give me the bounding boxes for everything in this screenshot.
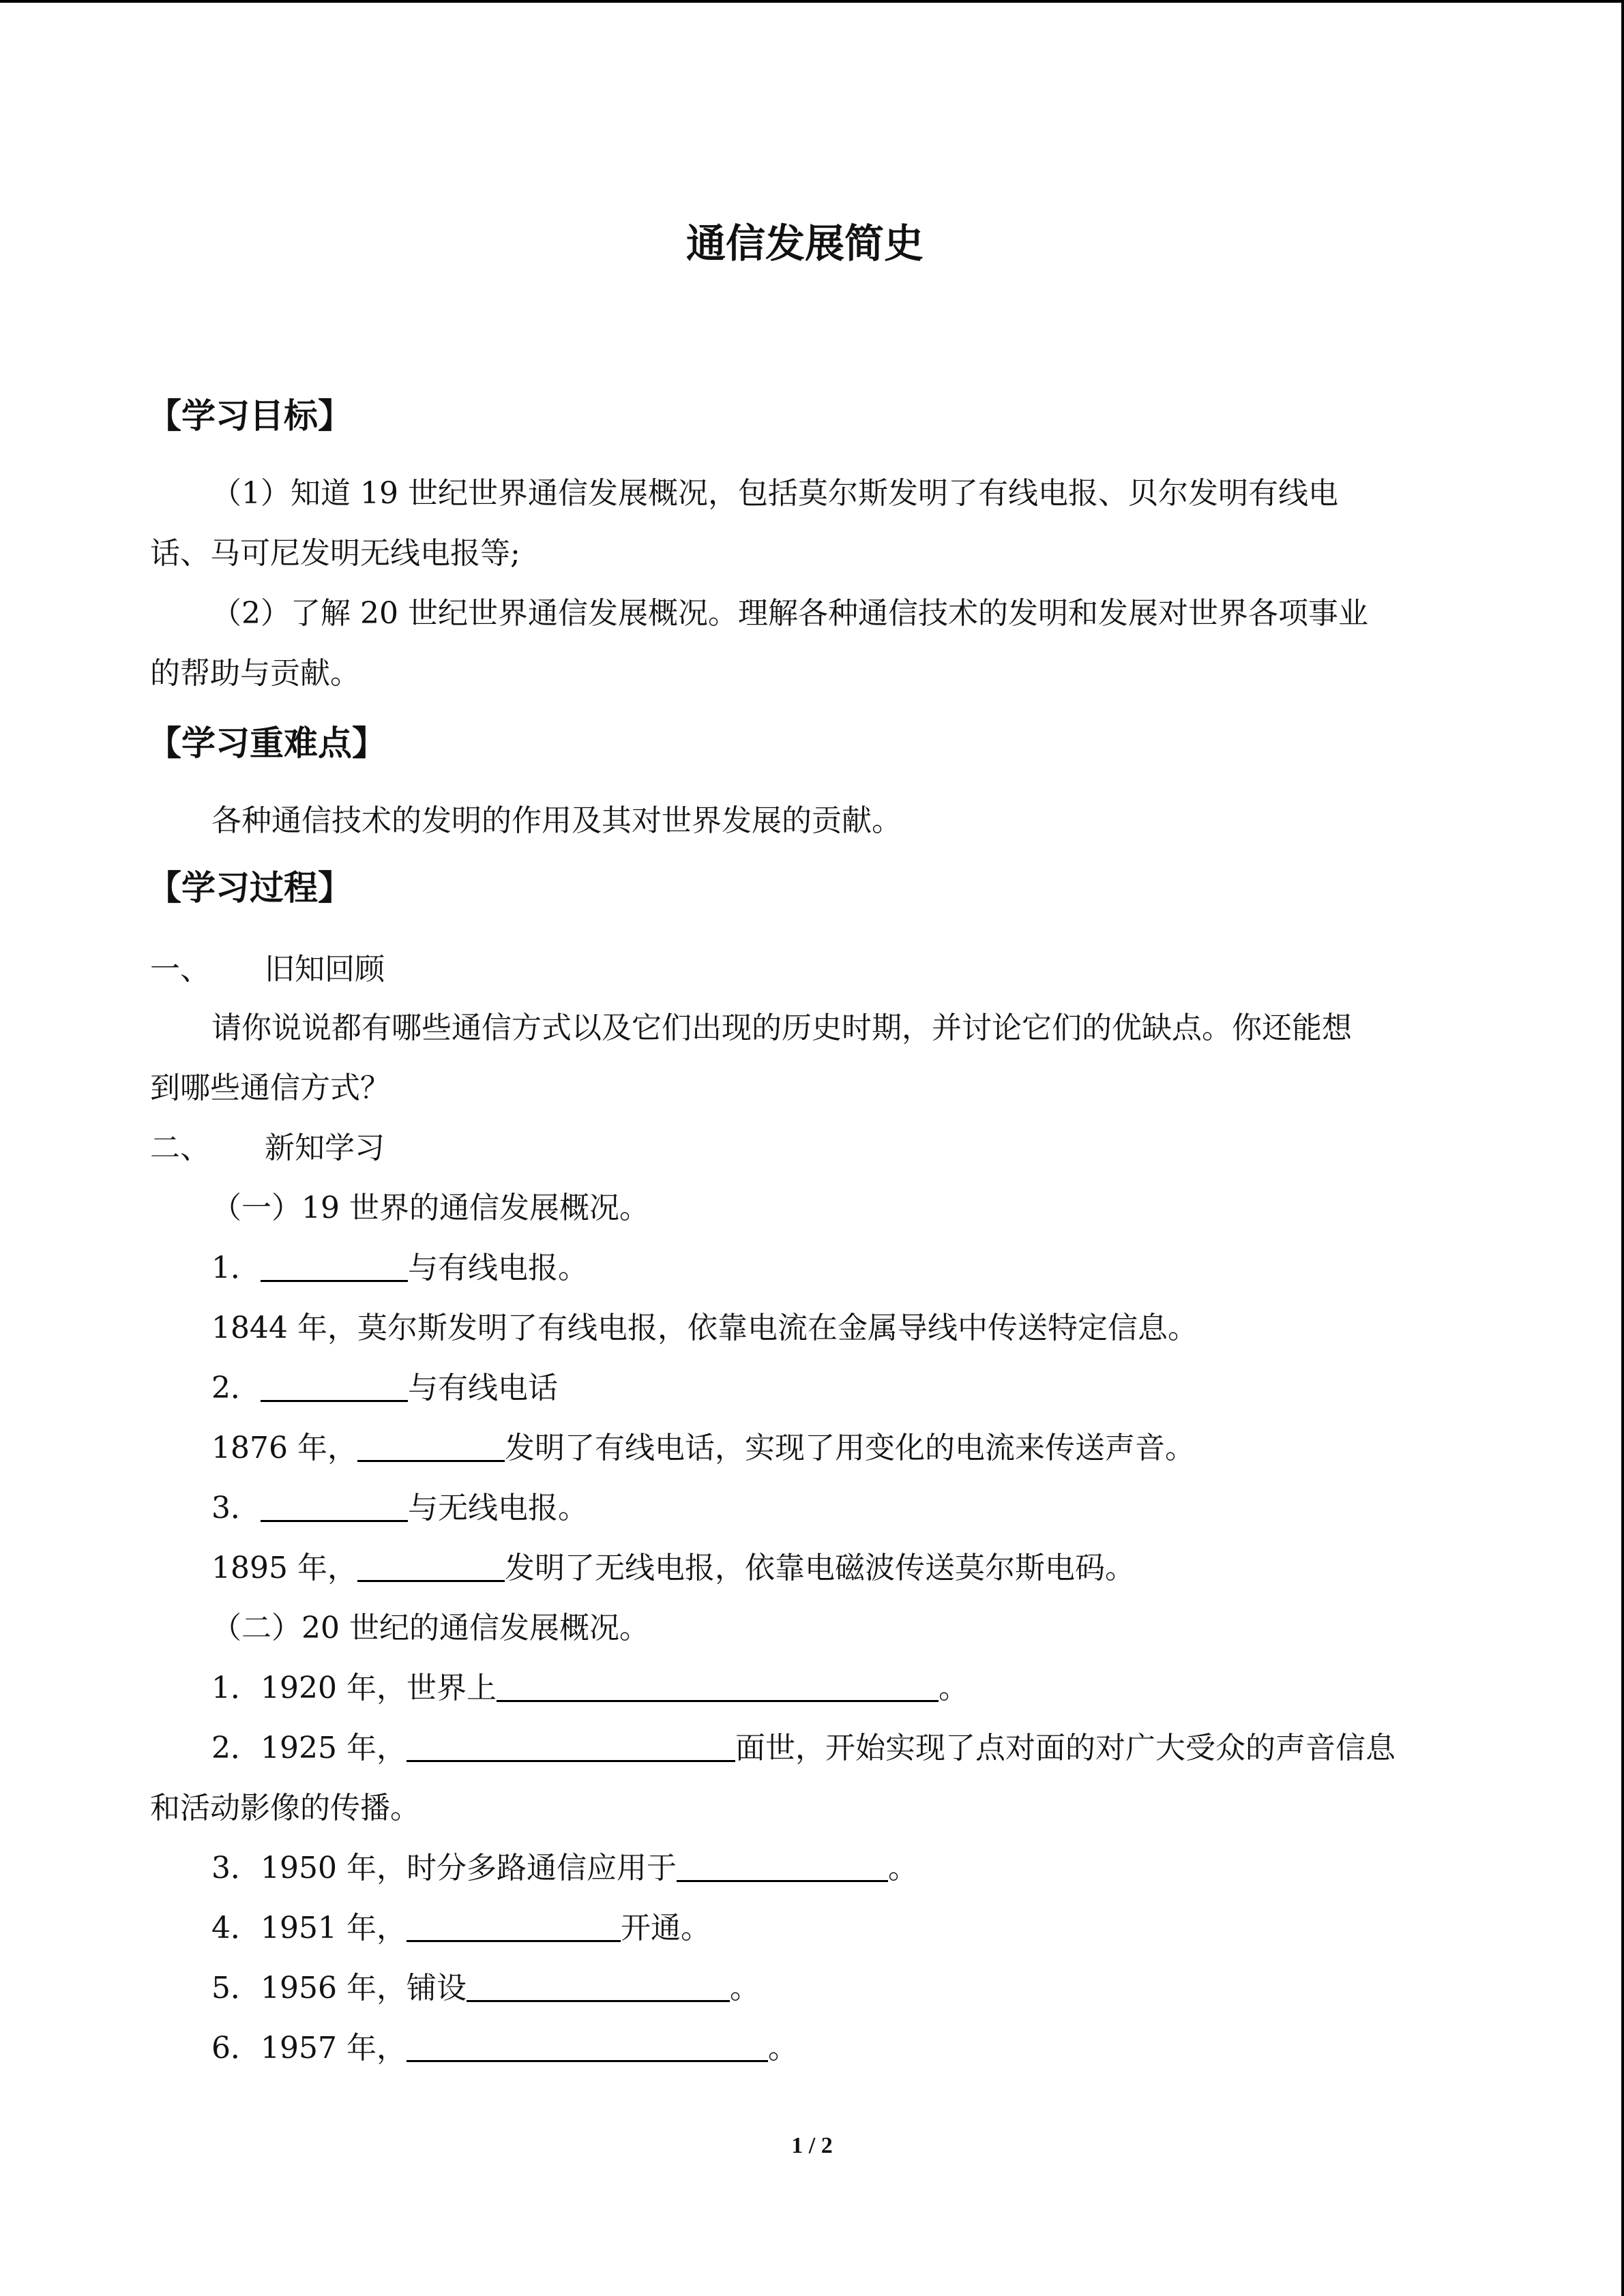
page-top-border xyxy=(0,0,1624,3)
entry-1957 xyxy=(211,2018,798,2078)
entry-1920-text: 1．1920 年，世界上 xyxy=(211,1671,497,1705)
blank-item-2[interactable] xyxy=(261,1373,408,1402)
part2-number: 二、 xyxy=(150,1131,210,1165)
objective-1-line2: 话、马可尼发明无线电报等; xyxy=(150,536,520,571)
item-1-desc: 1844 年，莫尔斯发明了有线电报，依靠电流在金属导线中传送特定信息。 xyxy=(211,1311,1198,1345)
entry-1951-text: 4．1951 年， xyxy=(211,1911,407,1945)
entry-1925-rest: 面世，开始实现了点对面的对广大受众的声音信息 xyxy=(735,1731,1396,1765)
part1-heading xyxy=(150,940,385,1000)
objective-2-line1: （2）了解 20 世纪世界通信发展概况。理解各种通信技术的发明和发展对世界各项事业 xyxy=(211,596,1368,631)
entry-1920-end: 。 xyxy=(938,1671,969,1705)
blank-entry-1950[interactable] xyxy=(677,1853,888,1882)
heading-process: 【学习过程】 xyxy=(147,868,352,908)
entry-1956-end: 。 xyxy=(729,1971,760,2006)
item-3 xyxy=(211,1478,588,1538)
entry-1950 xyxy=(211,1838,918,1898)
keypoints-text: 各种通信技术的发明的作用及其对世界发展的贡献。 xyxy=(211,803,902,838)
part1-title: 旧知回顾 xyxy=(265,952,385,987)
item-2 xyxy=(211,1358,558,1418)
blank-entry-1956[interactable] xyxy=(467,1973,730,2002)
item-3-number: 3． xyxy=(211,1491,261,1525)
blank-entry-1957[interactable] xyxy=(407,2033,768,2062)
item-1 xyxy=(211,1238,588,1298)
item-1-number: 1． xyxy=(211,1251,261,1285)
page-right-border xyxy=(1621,0,1624,2296)
entry-1925-text: 2．1925 年， xyxy=(211,1731,407,1765)
blank-entry-1951[interactable] xyxy=(407,1913,621,1942)
entry-1957-end: 。 xyxy=(767,2031,798,2066)
blank-item-2-desc[interactable] xyxy=(357,1433,505,1462)
blank-entry-1920[interactable] xyxy=(497,1673,939,1702)
entry-1951 xyxy=(211,1898,711,1958)
blank-item-3-desc[interactable] xyxy=(357,1553,505,1582)
entry-1950-text: 3．1950 年，时分多路通信应用于 xyxy=(211,1851,677,1885)
entry-1920 xyxy=(211,1658,969,1718)
item-3-desc-year: 1895 年， xyxy=(211,1551,357,1585)
heading-keypoints: 【学习重难点】 xyxy=(147,724,386,763)
item-3-desc xyxy=(211,1538,1135,1598)
heading-objectives: 【学习目标】 xyxy=(147,396,352,436)
part1-question-line2: 到哪些通信方式？ xyxy=(150,1071,390,1105)
entry-1957-text: 6．1957 年， xyxy=(211,2031,407,2066)
blank-entry-1925[interactable] xyxy=(407,1733,735,1762)
entry-1956 xyxy=(211,1958,760,2018)
item-2-text: 与有线电话 xyxy=(408,1371,558,1405)
page-number: 1 / 2 xyxy=(791,2133,833,2158)
blank-item-1[interactable] xyxy=(261,1253,408,1282)
entry-1951-end: 开通。 xyxy=(620,1911,711,1945)
item-2-desc xyxy=(211,1418,1195,1478)
item-3-text: 与无线电报。 xyxy=(408,1491,588,1525)
part1-number: 一、 xyxy=(150,952,210,987)
objective-2-line2: 的帮助与贡献。 xyxy=(150,656,360,691)
part1-question-line1: 请你说说都有哪些通信方式以及它们出现的历史时期，并讨论它们的优缺点。你还能想 xyxy=(211,1011,1352,1045)
objective-1-line1: （1）知道 19 世纪世界通信发展概况，包括莫尔斯发明了有线电报、贝尔发明有线电 xyxy=(211,476,1338,511)
item-2-desc-year: 1876 年， xyxy=(211,1431,357,1465)
document-title: 通信发展简史 xyxy=(685,220,924,267)
sub2-heading: （二）20 世纪的通信发展概况。 xyxy=(211,1611,649,1645)
item-2-number: 2． xyxy=(211,1371,261,1405)
blank-item-3[interactable] xyxy=(261,1493,408,1522)
entry-1950-end: 。 xyxy=(887,1851,918,1885)
item-3-desc-text: 发明了无线电报，依靠电磁波传送莫尔斯电码。 xyxy=(504,1551,1135,1585)
part2-title: 新知学习 xyxy=(265,1131,385,1165)
entry-1956-text: 5．1956 年，铺设 xyxy=(211,1971,467,2006)
entry-1925-line2: 和活动影像的传播。 xyxy=(150,1791,420,1825)
item-2-desc-text: 发明了有线电话，实现了用变化的电流来传送声音。 xyxy=(504,1431,1195,1465)
part2-heading xyxy=(150,1118,385,1178)
item-1-text: 与有线电报。 xyxy=(408,1251,588,1285)
entry-1925 xyxy=(211,1718,1396,1778)
sub1-heading: （一）19 世界的通信发展概况。 xyxy=(211,1191,649,1225)
